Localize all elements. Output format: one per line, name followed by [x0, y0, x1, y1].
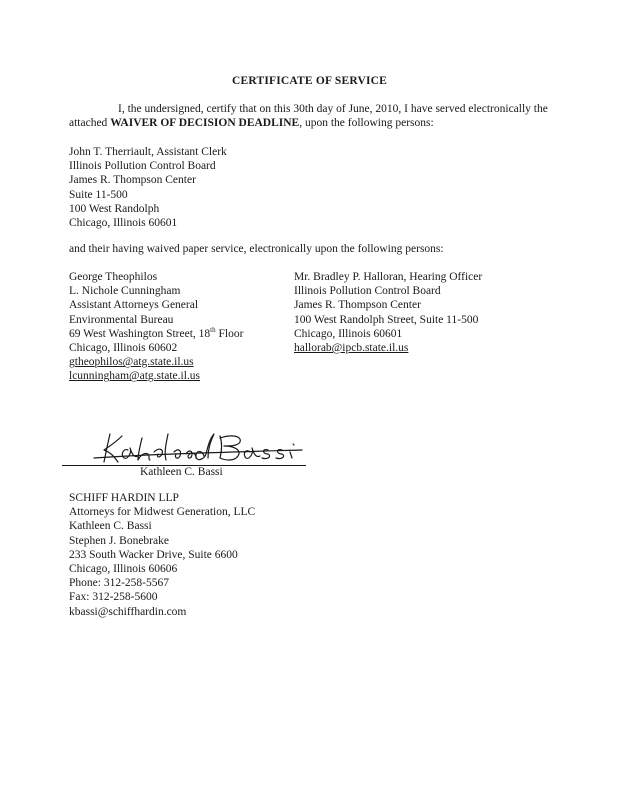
waived-service-text: and their having waived paper service, electronically upon the following persons:: [69, 243, 444, 255]
firm-email[interactable]: kbassi@schiffhardin.com: [69, 605, 187, 618]
firm-line: Kathleen C. Bassi: [69, 520, 152, 533]
recipient-line: Environmental Bureau: [69, 313, 174, 326]
intro-paragraph: [69, 102, 549, 130]
clerk-line: Chicago, Illinois 60601: [69, 217, 178, 230]
recipient-line: Mr. Bradley P. Halloran, Hearing Officer: [294, 271, 483, 283]
left-recipient-block: [69, 270, 243, 384]
clerk-address-block: [69, 145, 227, 230]
recipient-line: Chicago, Illinois 60601: [294, 327, 403, 340]
firm-line: Attorneys for Midwest Generation, LLC: [69, 506, 256, 519]
recipient-line: Illinois Pollution Control Board: [294, 285, 441, 298]
clerk-line: Illinois Pollution Control Board: [69, 160, 216, 173]
firm-line: Stephen J. Bonebrake: [69, 534, 169, 547]
signature-scribble-icon: [92, 428, 307, 468]
firm-address-block: [69, 491, 255, 619]
document-title: WAIVER OF DECISION DEADLINE: [110, 117, 300, 130]
intro-text-before: I, the undersigned, certify that on this 30th day of June, 2010, I have served electronically the attached: [69, 103, 548, 130]
firm-fax: Fax: 312-258-5600: [69, 591, 158, 604]
signer-name: Kathleen C. Bassi: [140, 466, 223, 478]
clerk-line: Suite 11-500: [69, 188, 128, 201]
recipient-line: L. Nichole Cunningham: [69, 285, 181, 298]
recipient-line: James R. Thompson Center: [294, 299, 421, 312]
signature-area: [62, 428, 307, 478]
recipient-line: Assistant Attorneys General: [69, 299, 199, 312]
clerk-line: John T. Therriault, Assistant Clerk: [69, 146, 227, 158]
firm-line: Chicago, Illinois 60606: [69, 563, 178, 576]
recipient-line: George Theophilos: [69, 271, 158, 283]
email-link-halloran[interactable]: hallorab@ipcb.state.il.us: [294, 342, 409, 355]
street-floor: Floor: [215, 327, 244, 340]
email-link-cunningham[interactable]: lcunningham@atg.state.il.us: [69, 370, 200, 383]
email-link-theophilos[interactable]: gtheophilos@atg.state.il.us: [69, 356, 194, 369]
street-ordinal: th: [210, 325, 216, 334]
intro-text-after: , upon the following persons:: [299, 117, 434, 130]
page-title: CERTIFICATE OF SERVICE: [231, 75, 388, 87]
firm-phone: Phone: 312-258-5567: [69, 577, 169, 590]
firm-line: SCHIFF HARDIN LLP: [69, 492, 179, 504]
clerk-line: 100 West Randolph: [69, 202, 160, 215]
clerk-line: James R. Thompson Center: [69, 174, 196, 187]
recipient-city: Chicago, Illinois 60602: [69, 342, 178, 355]
recipient-street: [69, 327, 243, 341]
recipient-line: 100 West Randolph Street, Suite 11-500: [294, 313, 479, 326]
right-recipient-block: [294, 270, 482, 355]
firm-line: 233 South Wacker Drive, Suite 6600: [69, 548, 238, 561]
street-text: 69 West Washington Street, 18: [69, 327, 211, 340]
